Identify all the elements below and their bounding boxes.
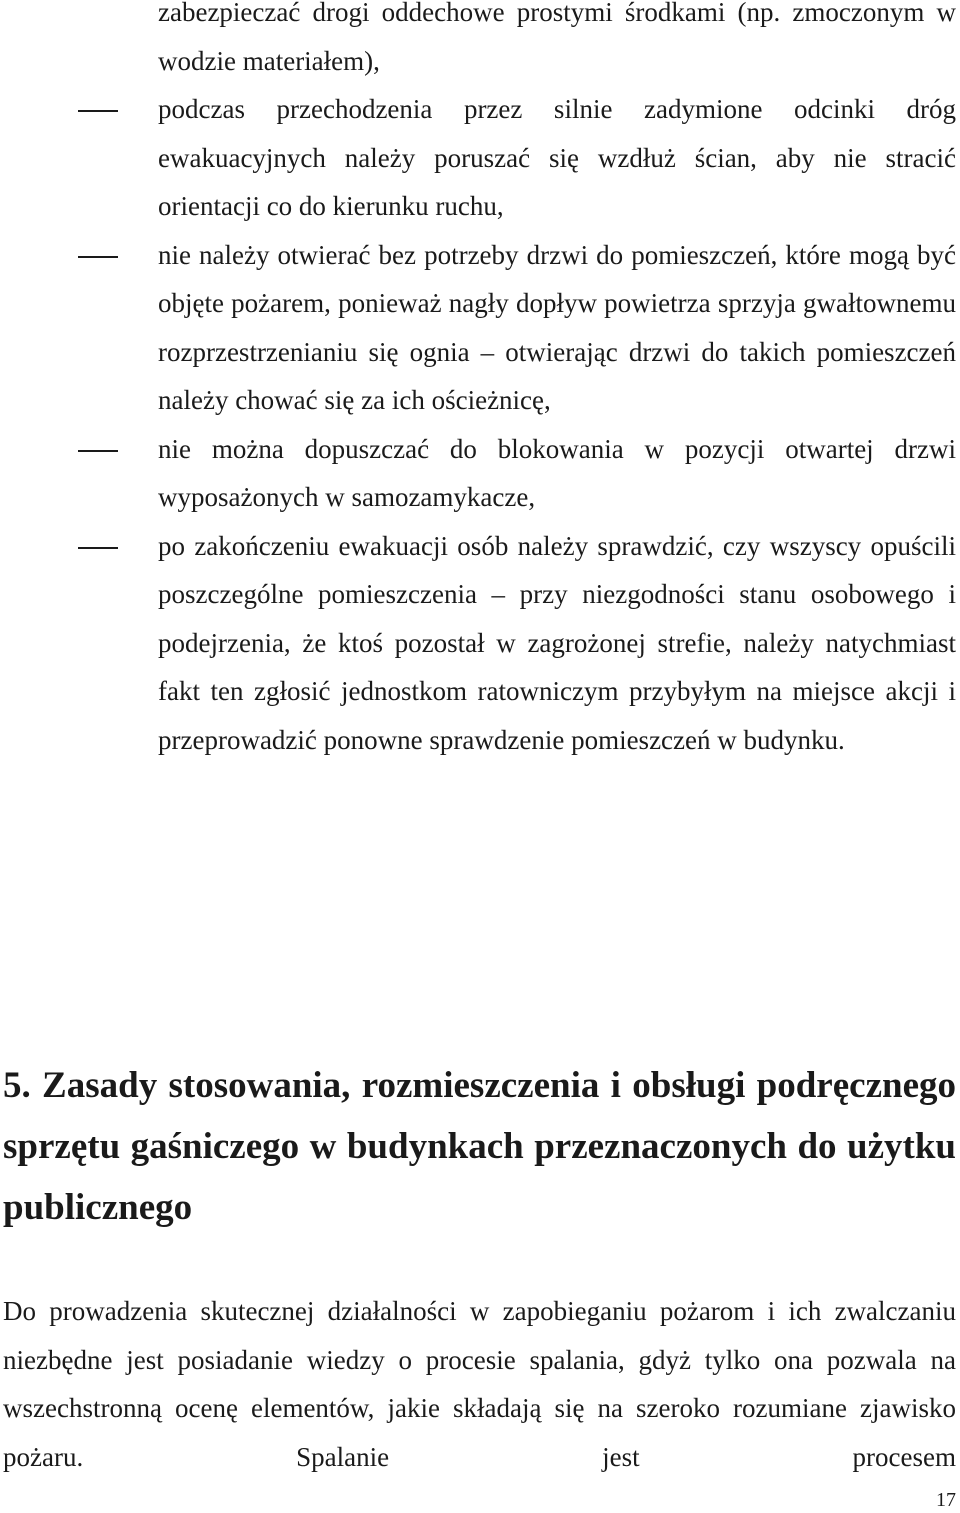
list-item: [0, 425, 960, 522]
list-item: [0, 0, 960, 85]
page-number: 17: [936, 1489, 956, 1511]
list-item: [0, 85, 960, 231]
list-item-text: po zakończeniu ewakuacji osób należy sprawdzić, czy wszyscy opuścili poszczególne pomieszczenia – przy niezgodności stanu osobowego i podejrzenia, że ktoś pozostał w zagrożonej strefie, należy natychmiast fakt ten zgłosić jednostkom ratowniczym przybyłym na miejsce akcji i przeprowadzić ponowne sprawdzenie pomieszczeń w budynku.: [158, 530, 956, 755]
dash-bullet-icon: [78, 522, 118, 571]
list-item-text: nie należy otwierać bez potrzeby drzwi do pomieszczeń, które mogą być objęte pożarem, ponieważ nagły dopływ powietrza sprzyja gwałtownemu rozprzestrzenianiu się ognia – otwierając drzwi do takich pomieszczeń należy chować się za ich ościeżnicę,: [158, 239, 956, 415]
dash-bullet-icon: [78, 231, 118, 280]
list-item-text: podczas przechodzenia przez silnie zadymione odcinki dróg ewakuacyjnych należy poruszać się wzdłuż ścian, aby nie stracić orientacji co do kierunku ruchu,: [158, 94, 956, 221]
list-item-text: nie można dopuszczać do blokowania w pozycji otwartej drzwi wyposażonych w samozamykacze,: [158, 433, 956, 512]
list-item: [0, 522, 960, 765]
section-heading: 5. Zasady stosowania, rozmieszczenia i obsługi podręcznego sprzętu gaśniczego w budynkach przeznaczonych do użytku publicznego: [3, 1064, 956, 1228]
dash-bullet-icon: [78, 85, 118, 134]
list-item-text: zabezpieczać drogi oddechowe prostymi środkami (np. zmoczonym w wodzie materiałem),: [158, 0, 956, 76]
list-item: [0, 231, 960, 425]
dash-bullet-icon: [78, 425, 118, 474]
body-paragraph: Do prowadzenia skutecznej działalności w zapobieganiu pożarom i ich zwalczaniu niezbędne jest posiadanie wiedzy o procesie spalania, gdyż tylko ona pozwala na wszechstronną ocenę elementów, jakie składają się na szeroko rozumiane zjawisko pożaru. Spalanie jest procesem: [3, 1296, 956, 1472]
